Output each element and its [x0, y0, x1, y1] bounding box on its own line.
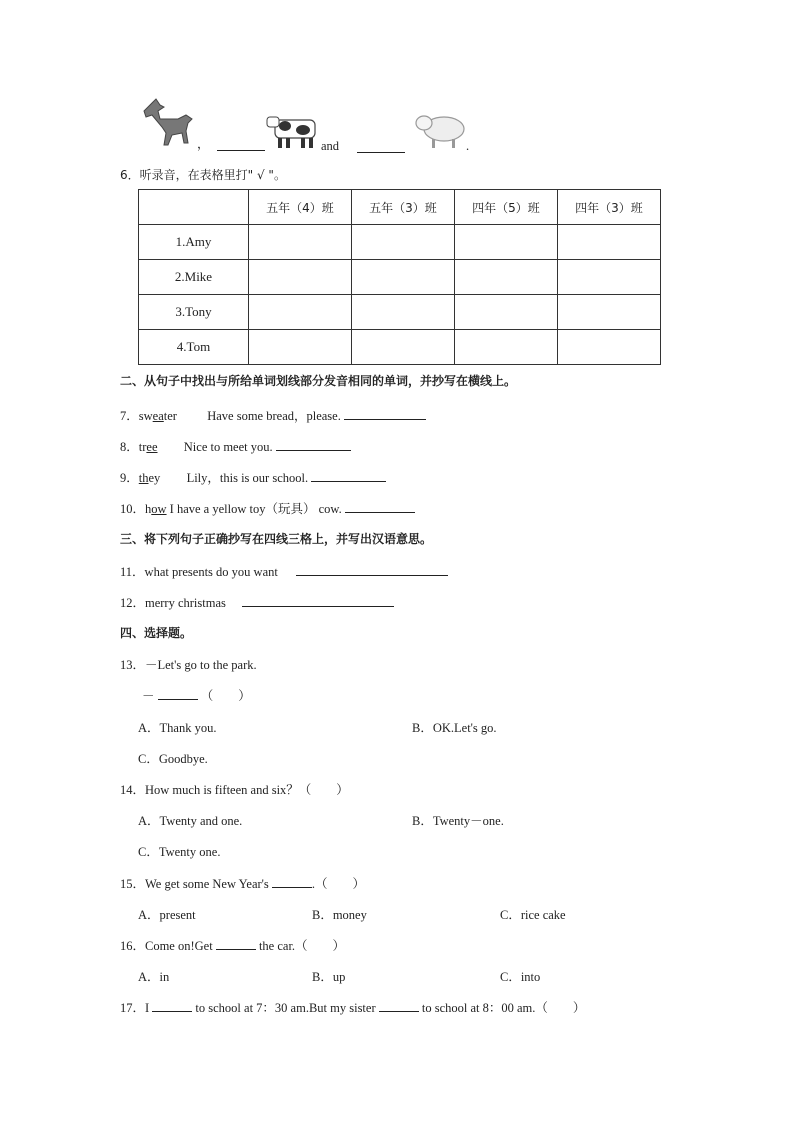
word-part: h — [145, 502, 152, 516]
underlined-part: ea — [152, 409, 164, 423]
answer-blank[interactable] — [296, 563, 448, 576]
question-sentence: I have a yellow toy（玩具） cow. — [169, 502, 342, 516]
answer-blank[interactable] — [272, 875, 312, 888]
stem-text: the car.（ ） — [258, 939, 346, 953]
check-cell[interactable] — [455, 260, 558, 295]
answer-blank[interactable] — [242, 594, 394, 607]
word-part: ey — [148, 471, 161, 485]
check-cell[interactable] — [558, 330, 661, 365]
check-cell[interactable] — [352, 295, 455, 330]
dash: － — [142, 689, 155, 703]
check-cell[interactable] — [455, 330, 558, 365]
question-sentence: Nice to meet you. — [183, 440, 273, 454]
underlined-part: ow — [151, 502, 167, 516]
option-b[interactable]: B．money — [312, 908, 367, 922]
option-a[interactable]: A．present — [138, 908, 196, 922]
option-a[interactable]: A．Twenty and one. — [138, 814, 243, 828]
question-number: 7． — [120, 409, 139, 423]
q17-stem — [120, 998, 585, 1016]
check-cell[interactable] — [352, 260, 455, 295]
table-row — [139, 260, 661, 295]
row-name-cell: 1.Amy — [139, 225, 249, 260]
word-part: ter — [163, 409, 177, 423]
underlined-part: th — [138, 471, 149, 485]
table-row — [139, 225, 661, 260]
section3-heading: 三、将下列句子正确抄写在四线三格上，并写出汉语意思。 — [120, 532, 433, 546]
question-sentence: Lily，this is our school. — [186, 471, 309, 485]
answer-blank[interactable] — [216, 937, 256, 950]
option-a[interactable]: A．Thank you. — [138, 721, 217, 735]
answer-blank[interactable] — [379, 999, 419, 1012]
listening-table — [138, 189, 661, 365]
horse-picture — [138, 97, 198, 149]
q6-title: 6．听录音，在表格里打" √ "。 — [120, 168, 286, 182]
check-cell[interactable] — [352, 330, 455, 365]
q15-stem — [120, 874, 365, 892]
sheep-picture — [410, 109, 470, 151]
stem-text: .（ ） — [311, 877, 366, 891]
question-text: 12．merry christmas — [120, 596, 226, 610]
check-cell[interactable] — [558, 295, 661, 330]
word-part: tr — [138, 440, 147, 454]
section4-heading: 四、选择题。 — [120, 626, 193, 640]
option-b[interactable]: B．Twenty－one. — [412, 814, 504, 828]
stem-text: to school at 7：30 am.But my sister — [195, 1001, 376, 1015]
option-c[interactable]: C．Goodbye. — [138, 752, 208, 766]
option-a[interactable]: A．in — [138, 970, 170, 984]
check-cell[interactable] — [455, 225, 558, 260]
underlined-part: ee — [146, 440, 158, 454]
answer-blank[interactable] — [344, 407, 426, 420]
stem-text: to school at 8：00 am.（ ） — [421, 1001, 586, 1015]
table-header-cell: 四年（5）班 — [455, 190, 558, 225]
answer-blank[interactable] — [158, 687, 198, 700]
table-header-cell: 四年（3）班 — [558, 190, 661, 225]
check-cell[interactable] — [352, 225, 455, 260]
table-header-row — [139, 190, 661, 225]
row-name-cell: 2.Mike — [139, 260, 249, 295]
table-header-cell — [139, 190, 249, 225]
check-cell[interactable] — [249, 225, 352, 260]
check-cell[interactable] — [249, 295, 352, 330]
answer-blank[interactable] — [152, 999, 192, 1012]
question-9 — [120, 468, 386, 486]
question-sentence: Have some bread，please. — [207, 409, 341, 423]
section2-heading: 二、从句子中找出与所给单词划线部分发音相同的单词，并抄写在横线上。 — [120, 374, 517, 388]
question-number: 10． — [120, 502, 146, 516]
question-7 — [120, 406, 426, 424]
answer-blank[interactable] — [345, 500, 415, 513]
check-cell[interactable] — [558, 260, 661, 295]
stem-text: 17．I — [120, 1001, 150, 1015]
row-name-cell: 3.Tony — [139, 295, 249, 330]
stem-text: 15．We get some New Year's — [120, 877, 269, 891]
option-c[interactable]: C．into — [500, 970, 541, 984]
check-cell[interactable] — [249, 260, 352, 295]
option-b[interactable]: B．OK.Let's go. — [412, 721, 497, 735]
answer-paren[interactable]: （ ） — [200, 689, 251, 703]
question-11 — [120, 562, 448, 580]
stem-text: 16．Come on!Get — [120, 939, 213, 953]
check-cell[interactable] — [455, 295, 558, 330]
sentence-end: . — [466, 139, 470, 153]
option-c[interactable]: C．Twenty one. — [138, 845, 221, 859]
option-b[interactable]: B．up — [312, 970, 346, 984]
q16-stem — [120, 936, 345, 954]
check-cell[interactable] — [558, 225, 661, 260]
answer-blank-1[interactable] — [217, 138, 265, 151]
question-8 — [120, 437, 351, 455]
and-word: and — [321, 139, 340, 153]
comma-1: ， — [197, 137, 210, 151]
table-header-cell: 五年（4）班 — [249, 190, 352, 225]
cow-picture — [265, 112, 323, 150]
question-number: 8． — [120, 440, 139, 454]
answer-blank[interactable] — [276, 438, 351, 451]
q14-stem: 14．How much is fifteen and six？（ ） — [120, 783, 349, 797]
word-part: sw — [138, 409, 153, 423]
question-12 — [120, 593, 394, 611]
check-cell[interactable] — [249, 330, 352, 365]
q13-reply — [142, 686, 251, 704]
table-header-cell: 五年（3）班 — [352, 190, 455, 225]
question-number: 9． — [120, 471, 139, 485]
q13-stem: 13．－Let's go to the park. — [120, 658, 257, 672]
option-c[interactable]: C．rice cake — [500, 908, 566, 922]
answer-blank[interactable] — [311, 469, 386, 482]
table-row — [139, 295, 661, 330]
question-10 — [120, 499, 415, 517]
row-name-cell: 4.Tom — [139, 330, 249, 365]
question-text: 11．what presents do you want — [120, 565, 278, 579]
answer-blank-2[interactable] — [357, 140, 405, 153]
table-row — [139, 330, 661, 365]
